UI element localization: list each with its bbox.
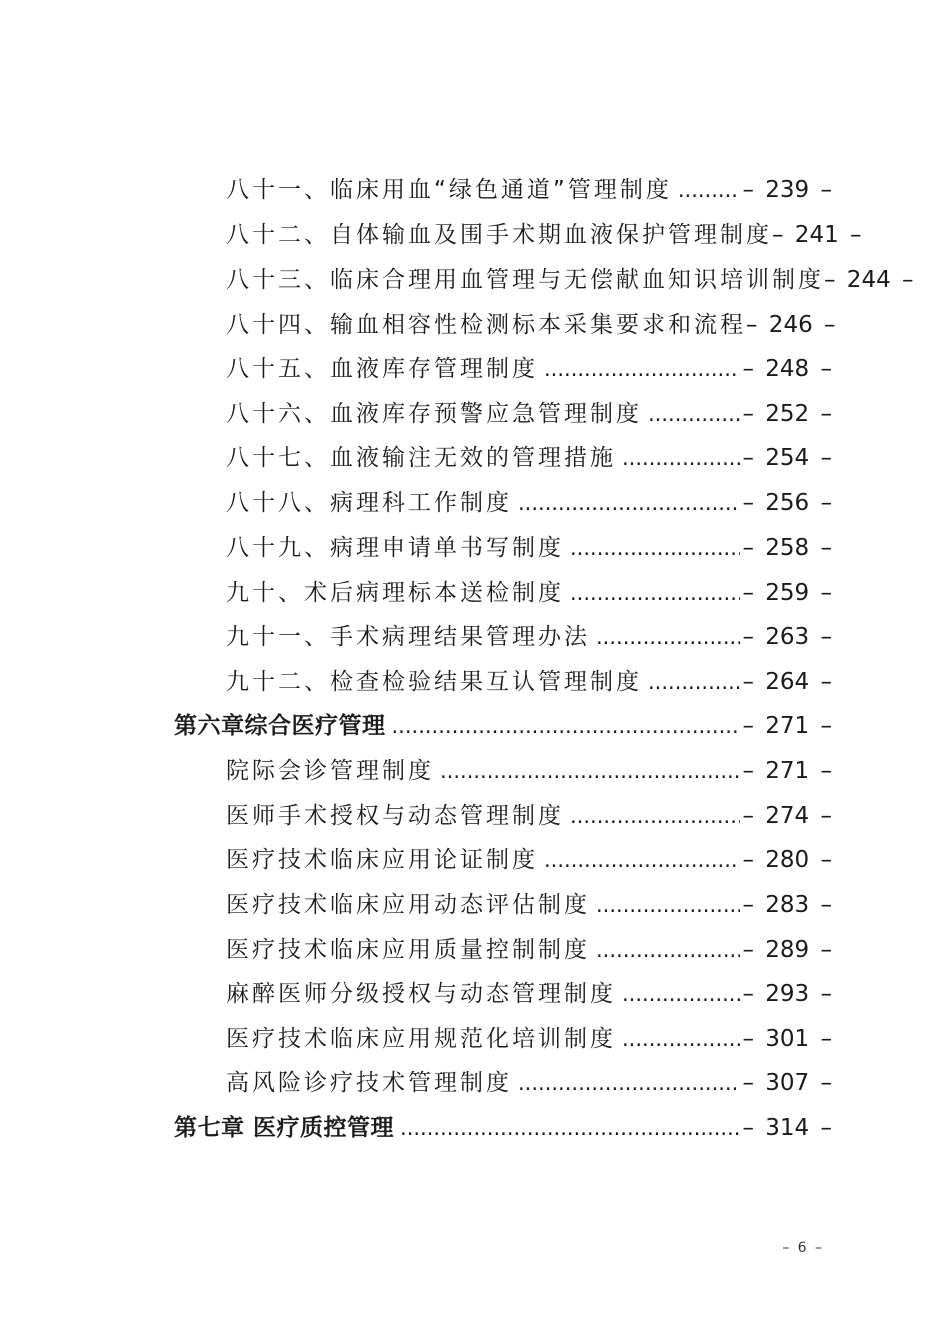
toc-entry-page: – 271 –: [742, 758, 832, 784]
toc-entry-tech-demonstration[interactable]: [226, 843, 832, 877]
toc-leader-dots: [596, 888, 740, 922]
toc-entry-title: 八十八、病理科工作制度: [226, 490, 512, 516]
toc-leader-dots: [596, 620, 740, 654]
toc-leader-dots: [544, 843, 740, 877]
toc-entry-tech-quality-control[interactable]: [226, 933, 832, 967]
toc-entry-page: – 248 –: [742, 356, 832, 382]
toc-entry-page: – 256 –: [742, 490, 832, 516]
toc-entry-page: – 307 –: [742, 1070, 832, 1096]
toc-leader-dots: [596, 933, 740, 967]
toc-leader-dots: [544, 352, 740, 386]
toc-chapter-title: 第六章综合医疗管理: [174, 713, 386, 739]
toc-leader-dots: [570, 531, 740, 565]
toc-entry-page: – 246 –: [746, 312, 836, 338]
toc-entry-page: – 252 –: [742, 401, 832, 427]
toc-leader-dots: [622, 441, 740, 475]
toc-entry-title: 八十二、自体输血及围手术期血液保护管理制度: [226, 222, 772, 248]
toc-entry-title: 八十三、临床合理用血管理与无偿献血知识培训制度: [226, 267, 824, 293]
toc-entry-page: – 283 –: [742, 892, 832, 918]
toc-entry-page: – 280 –: [742, 847, 832, 873]
toc-chapter-title: 第七章 医疗质控管理: [174, 1115, 395, 1141]
toc-entry-page: – 271 –: [742, 713, 832, 739]
toc-entry-91[interactable]: [226, 620, 832, 654]
toc-entry-tech-training[interactable]: [226, 1022, 832, 1056]
toc-entry-title: 八十一、临床用血“绿色通道”管理制度: [226, 177, 672, 203]
toc-leader-dots: [678, 173, 741, 207]
toc-entry-page: – 274 –: [742, 803, 832, 829]
toc-entry-title: 九十一、手术病理结果管理办法: [226, 624, 590, 650]
toc-leader-dots: [570, 576, 740, 610]
toc-entry-page: – 289 –: [742, 937, 832, 963]
toc-entry-page: – 293 –: [742, 981, 832, 1007]
toc-entry-title: 医疗技术临床应用论证制度: [226, 847, 538, 873]
toc-entry-surgeon-authorization[interactable]: [226, 799, 832, 833]
toc-entry-title: 八十九、病理申请单书写制度: [226, 535, 564, 561]
toc-entry-page: – 244 –: [824, 267, 914, 293]
toc-entry-title: 医疗技术临床应用质量控制制度: [226, 937, 590, 963]
page-number: – 6 –: [782, 1240, 824, 1256]
toc-leader-dots: [392, 709, 741, 743]
toc-entry-page: – 263 –: [742, 624, 832, 650]
toc-entry-82[interactable]: [226, 218, 862, 252]
toc-leader-dots: [400, 1111, 740, 1145]
toc-chapter-7[interactable]: [174, 1111, 832, 1145]
toc-entry-page: – 254 –: [742, 445, 832, 471]
toc-entry-anesthesiologist-authorization[interactable]: [226, 977, 832, 1011]
toc-entry-page: – 239 –: [742, 177, 832, 203]
toc-entry-84[interactable]: [226, 308, 836, 342]
toc-entry-page: – 259 –: [742, 580, 832, 606]
toc-leader-dots: [518, 1066, 740, 1100]
toc-entry-page: – 264 –: [742, 669, 832, 695]
toc-leader-dots: [518, 486, 740, 520]
toc-entry-tech-evaluation[interactable]: [226, 888, 832, 922]
toc-entry-86[interactable]: [226, 397, 832, 431]
toc-leader-dots: [622, 977, 740, 1011]
toc-entry-page: – 241 –: [772, 222, 862, 248]
toc-entry-90[interactable]: [226, 576, 832, 610]
toc-chapter-6[interactable]: [174, 709, 832, 743]
toc-entry-page: – 314 –: [742, 1115, 832, 1141]
toc-entry-title: 八十七、血液输注无效的管理措施: [226, 445, 616, 471]
toc-entry-interhospital-consult[interactable]: [226, 754, 832, 788]
toc-entry-81[interactable]: [226, 173, 832, 207]
toc-leader-dots: [440, 754, 740, 788]
toc-entry-83[interactable]: [226, 263, 914, 297]
toc-entry-title: 高风险诊疗技术管理制度: [226, 1070, 512, 1096]
toc-leader-dots: [648, 665, 740, 699]
toc-entry-page: – 301 –: [742, 1026, 832, 1052]
toc-entry-title: 九十二、检查检验结果互认管理制度: [226, 669, 642, 695]
toc-entry-title: 医疗技术临床应用规范化培训制度: [226, 1026, 616, 1052]
toc-entry-87[interactable]: [226, 441, 832, 475]
toc-entry-title: 医疗技术临床应用动态评估制度: [226, 892, 590, 918]
toc-leader-dots: [648, 397, 740, 431]
toc-leader-dots: [570, 799, 740, 833]
toc-entry-title: 八十五、血液库存管理制度: [226, 356, 538, 382]
toc-entry-title: 麻醉医师分级授权与动态管理制度: [226, 981, 616, 1007]
toc-entry-title: 医师手术授权与动态管理制度: [226, 803, 564, 829]
toc-entry-title: 八十六、血液库存预警应急管理制度: [226, 401, 642, 427]
toc-entry-85[interactable]: [226, 352, 832, 386]
toc-leader-dots: [622, 1022, 740, 1056]
toc-entry-page: – 258 –: [742, 535, 832, 561]
toc-entry-88[interactable]: [226, 486, 832, 520]
toc-entry-title: 八十四、输血相容性检测标本采集要求和流程: [226, 312, 746, 338]
toc-entry-high-risk-tech[interactable]: [226, 1066, 832, 1100]
toc-entry-89[interactable]: [226, 531, 832, 565]
toc-entry-92[interactable]: [226, 665, 832, 699]
toc-entry-title: 院际会诊管理制度: [226, 758, 434, 784]
toc-entry-title: 九十、术后病理标本送检制度: [226, 580, 564, 606]
